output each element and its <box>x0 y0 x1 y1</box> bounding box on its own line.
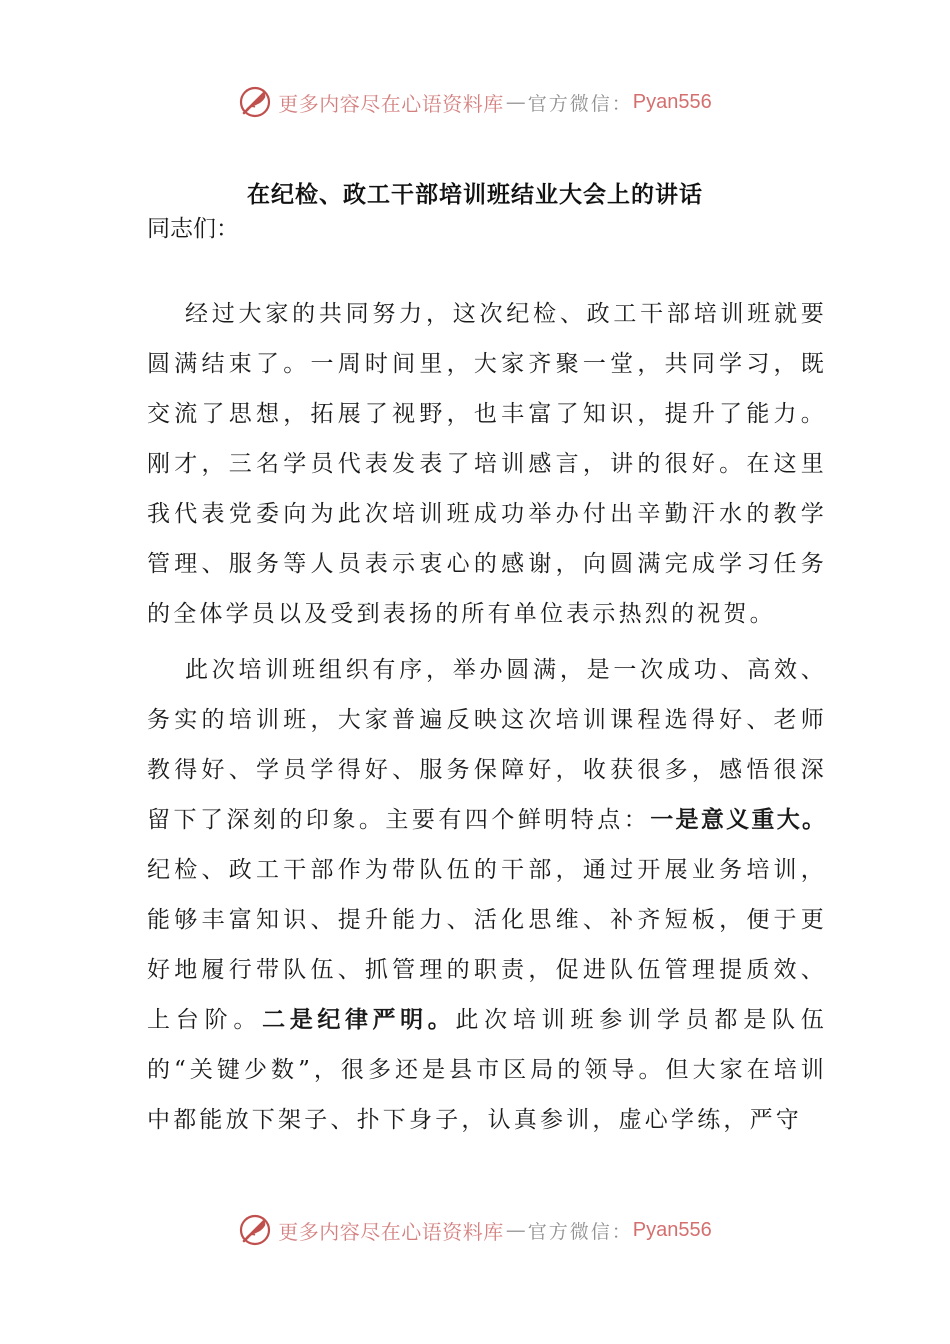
banner-wechat-id: Pyan556 <box>632 90 712 113</box>
quill-logo-icon <box>238 85 272 119</box>
point-two-heading: 二是纪律严明。 <box>262 1007 456 1033</box>
banner-wechat-id: Pyan556 <box>632 1218 712 1241</box>
body-paragraph-2 <box>147 645 827 1145</box>
point-one-heading: 一是意义重大。 <box>650 807 827 833</box>
banner-wechat-label: 官方微信： <box>527 92 633 115</box>
banner-dash: — <box>505 90 526 114</box>
body-paragraph-1: 经过大家的共同努力，这次纪检、政工干部培训班就要圆满结束了。一周时间里，大家齐聚一堂，共同学习，既交流了思想，拓展了视野，也丰富了知识，提升了能力。刚才，三名学员代表发表了培训感言，讲的很好。在这里我代表党委向为此次培训班成功举办付出辛勤汗水的教学管理、服务等人员表示衷心的感谢，向圆满完成学习任务的全体学员以及受到表扬的所有单位表示热烈的祝贺。 <box>147 301 827 627</box>
banner-main-text: 更多内容尽在心语资料库 <box>278 1219 504 1244</box>
banner-wechat-label: 官方微信： <box>527 1220 633 1243</box>
document-title: 在纪检、政工干部培训班结业大会上的讲话 <box>247 182 703 208</box>
header-watermark-banner <box>0 82 950 122</box>
paragraph-2-text-3: 此次培训班参训学员都是队伍的“关键少数”，很多还是县市区局的领导。但大家在培训中都能放下架子、扑下身子，认真参训，虚心学练，严守 <box>147 1007 827 1133</box>
banner-main-text: 更多内容尽在心语资料库 <box>278 91 504 116</box>
salutation: 同志们： <box>147 216 239 242</box>
footer-watermark-banner <box>0 1210 950 1250</box>
quill-logo-icon <box>238 1213 272 1247</box>
banner-dash: — <box>505 1218 526 1242</box>
paragraph-2-text-2: 纪检、政工干部作为带队伍的干部，通过开展业务培训，能够丰富知识、提升能力、活化思维、补齐短板，便于更好地履行带队伍、抓管理的职责，促进队伍管理提质效、上台阶。 <box>147 857 827 1033</box>
paragraph-2-text-1: 此次培训班组织有序，举办圆满，是一次成功、高效、务实的培训班，大家普遍反映这次培训课程选得好、老师教得好、学员学得好、服务保障好，收获很多，感悟很深留下了深刻的印象。主要有四个鲜明特点： <box>147 657 827 833</box>
